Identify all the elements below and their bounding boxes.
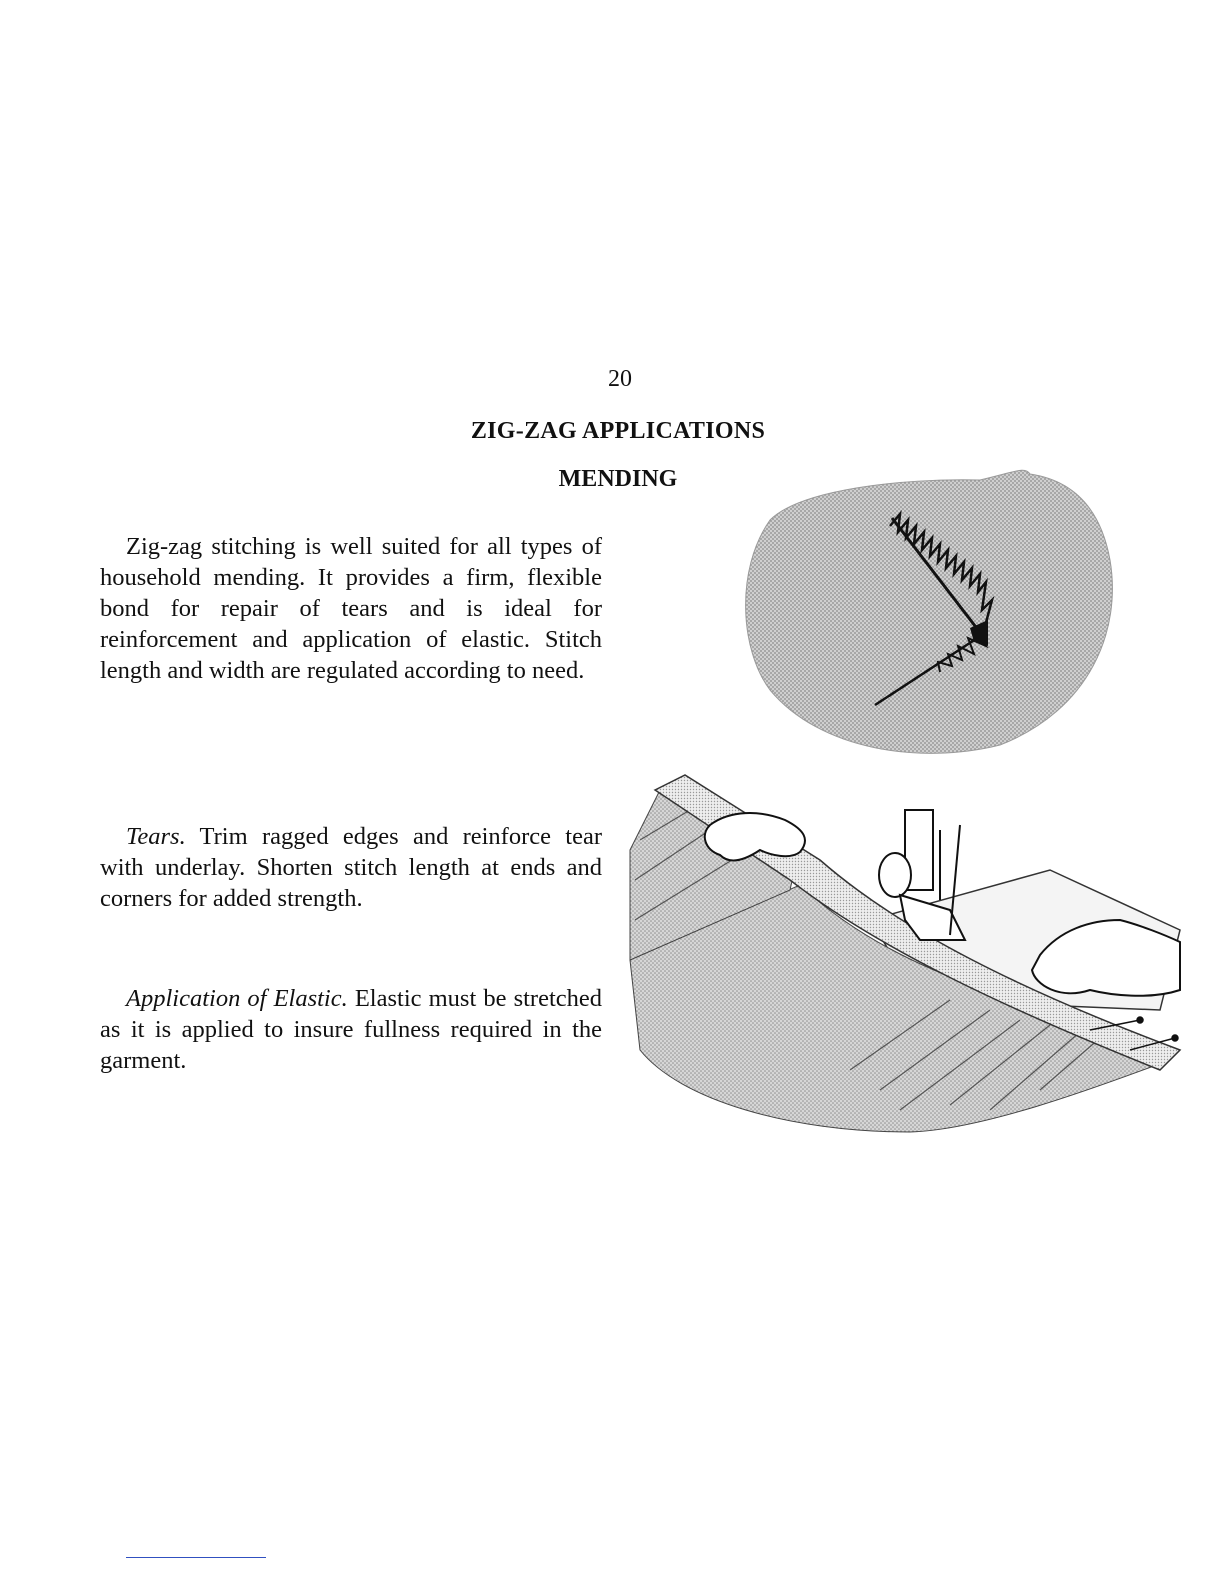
elastic-application-illustration	[620, 770, 1190, 1140]
zigzag-tear-repair-illustration	[730, 460, 1130, 760]
section-title: ZIG-ZAG APPLICATIONS	[470, 418, 766, 444]
page-number: 20	[608, 366, 632, 392]
left-hand	[705, 813, 805, 860]
tears-lead: Tears.	[126, 823, 186, 850]
elastic-text: Elastic must be stretched as it is applied to insure fullness required in the garment.	[100, 985, 603, 1074]
elastic-lead: Application of Elastic.	[126, 985, 348, 1012]
subsection-title: MENDING	[558, 466, 678, 492]
bottom-rule	[126, 1557, 266, 1558]
elastic-paragraph	[100, 983, 602, 1076]
tears-paragraph	[100, 821, 602, 914]
intro-paragraph	[100, 531, 602, 686]
fabric-patch	[746, 470, 1113, 753]
tears-text: Trim ragged edges and reinforce tear with underlay. Shorten stitch length at ends and corners for added strength.	[100, 823, 602, 912]
intro-text: Zig-zag stitching is well suited for all types of household mending. It provides a firm, flexible bond for repair of tears and is ideal for reinforcement and application of elastic. Stitch length and width are regulated according to need.	[100, 533, 602, 684]
